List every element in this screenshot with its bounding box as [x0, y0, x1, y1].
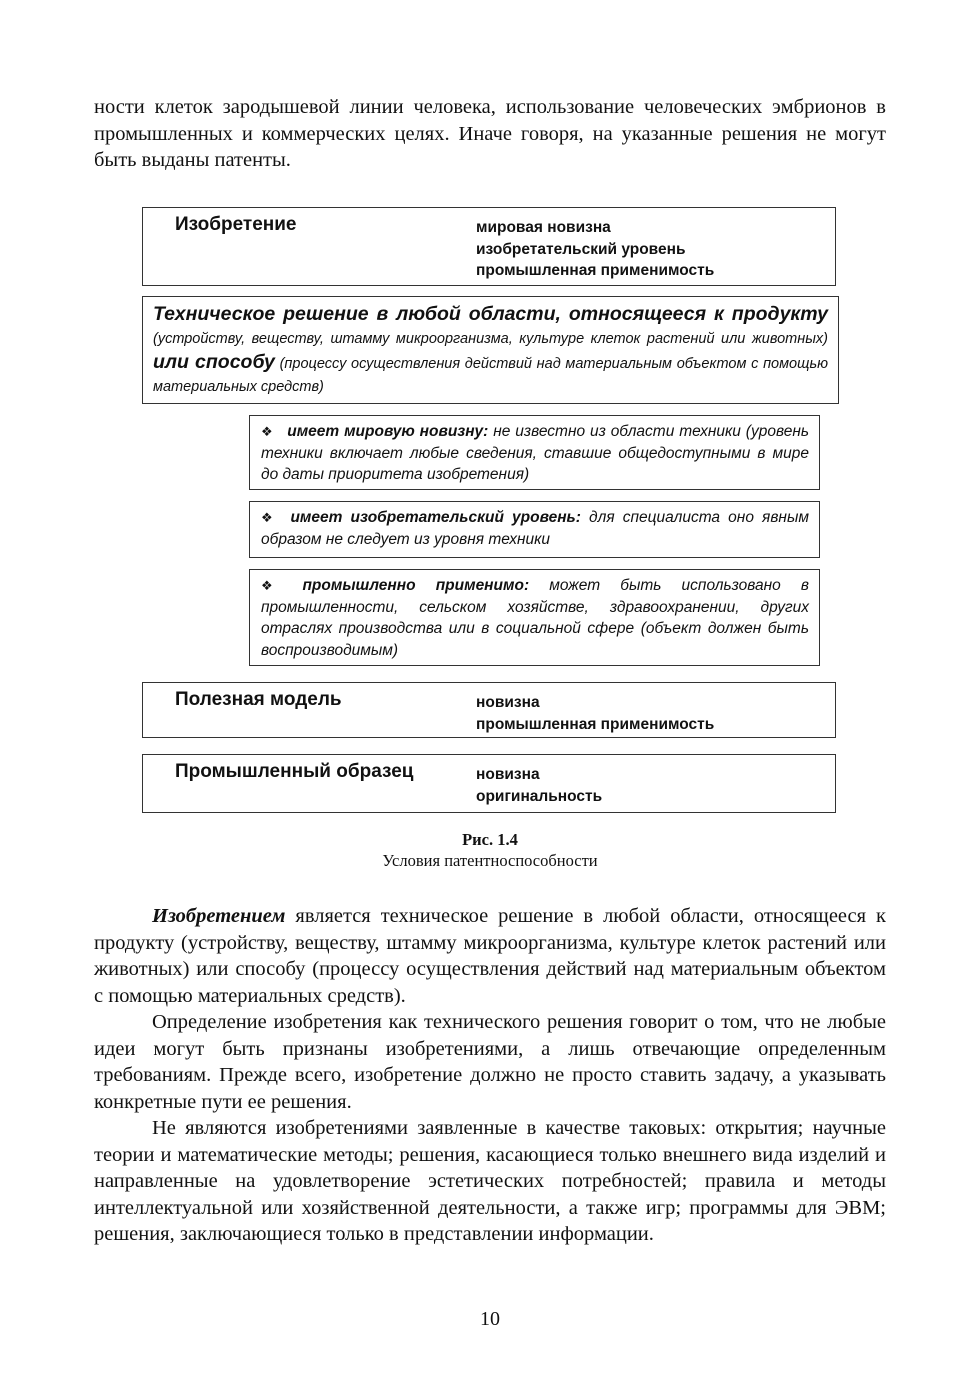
figure-number: Рис. 1.4: [462, 830, 518, 849]
definition-product: Техническое решение в любой области, относящееся к продукту: [153, 303, 828, 325]
criterion-item: изобретательский уровень: [476, 240, 686, 258]
criterion-item: промышленная применимость: [476, 715, 715, 733]
criterion-text: может быть использовано в промышленности, сельском хозяйстве, здравоохранении, других отраслях производства или в социальной сфере (объект должен быть воспроизводимым): [261, 577, 809, 659]
definition-product-detail: (устройству, веществу, штамму микроорганизма, культуре клеток растений или животных): [153, 331, 828, 347]
industrial-design-box: [142, 754, 836, 813]
industrial-design-title: Промышленный образец: [175, 761, 414, 782]
criterion-term: промышленно применимо:: [302, 577, 530, 594]
diamond-bullet-icon: ❖: [261, 578, 289, 593]
criterion-item: новизна: [476, 694, 540, 711]
body-paragraph-3: Не являются изобретениями заявленные в качестве таковых: открытия; научные теории и математические методы; решения, касающиеся только внешнего вида изделий и направленные на удовлетворение эстетических потребностей; правила и методы интеллектуальной или хозяйственной деятельности, а также игр; программы для ЭВМ; решения, заключающиеся только в представлении информации.: [94, 1117, 886, 1245]
body-paragraph-2: Определение изобретения как технического решения говорит о том, что не любые идеи могут быть признаны изобретениями, а лишь отвечающие определенным требованиям. Прежде всего, изобретение должно не просто ставить задачу, а указывать конкретные пути ее решения.: [94, 1011, 886, 1113]
figure-title: Условия патентноспособности: [382, 851, 598, 870]
criterion-industrial-applicability-box: [249, 569, 820, 666]
definition-box: [142, 296, 839, 404]
criterion-novelty-box: [249, 415, 820, 490]
term-invention: Изобретением: [152, 905, 286, 927]
criterion-item: новизна: [476, 766, 540, 783]
utility-model-title: Полезная модель: [175, 689, 342, 710]
invention-title: Изобретение: [175, 214, 297, 235]
body-paragraph-1: [94, 903, 886, 1009]
invention-criteria: [476, 217, 714, 282]
criterion-text: не известно из области техники (уровень техники включает любые сведения, ставшие общедоступными в мире до даты приоритета изобретения): [261, 423, 809, 483]
diamond-bullet-icon: ❖: [261, 424, 274, 439]
definition-method-detail: (процессу осуществления действий над материальным объектом с помощью материальных средств): [153, 356, 828, 395]
definition-method: или способу: [153, 351, 275, 373]
invention-box: [142, 207, 836, 286]
intro-paragraph: ности клеток зародышевой линии человека, использование человеческих эмбрионов в промышленных и коммерческих целях. Иначе говоря, на указанные решения не могут быть выданы патенты.: [94, 96, 886, 171]
criterion-term: имеет изобретательский уровень:: [290, 509, 581, 526]
criterion-inventive-step-box: [249, 501, 820, 558]
page-number: 10: [480, 1308, 500, 1330]
industrial-design-criteria: [476, 764, 602, 807]
criterion-item: оригинальность: [476, 787, 603, 805]
paragraph-text: является техническое решение в любой области, относящееся к продукту (устройству, веществу, штамму микроорганизма, культуре клеток растений или животных) или способу (процессу осуществления действий над материальным объектом с помощью материальных средств).: [94, 905, 886, 1007]
utility-model-box: [142, 682, 836, 738]
criterion-text: для специалиста оно явным образом не следует из уровня техники: [261, 509, 809, 548]
criterion-item: мировая новизна: [476, 219, 611, 236]
utility-model-criteria: [476, 692, 714, 735]
diamond-bullet-icon: ❖: [261, 510, 277, 525]
criterion-term: имеет мировую новизну:: [287, 423, 489, 440]
criterion-item: промышленная применимость: [476, 262, 715, 279]
